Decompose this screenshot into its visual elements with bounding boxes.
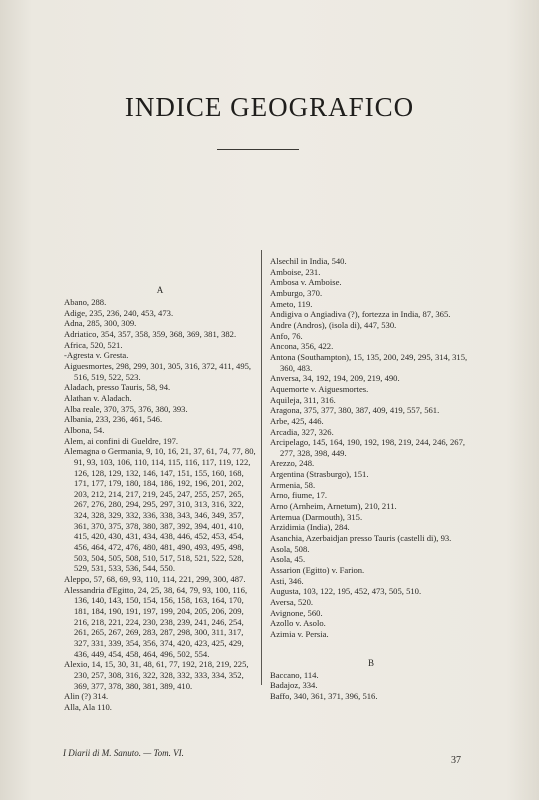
index-entry: Asanchia, Azerbaidjan presso Tauris (castelli di), 93. <box>270 533 452 544</box>
index-entry: Amburgo, 370. <box>270 287 323 298</box>
page-number: 37 <box>451 755 461 766</box>
index-entry: Avignone, 560. <box>270 607 323 618</box>
index-entry: Assarion (Egitto) v. Farion. <box>270 565 365 576</box>
index-entry: Badajoz, 334. <box>270 680 318 691</box>
title-rule <box>217 149 299 150</box>
column-divider <box>261 250 262 685</box>
index-entry: Africa, 520, 521. <box>64 339 123 350</box>
index-entry: Adriatico, 354, 357, 358, 359, 368, 369, 381, 382. <box>64 328 237 339</box>
index-entry: Alla, Ala 110. <box>64 701 112 712</box>
left-column <box>64 283 257 713</box>
index-entry: Alathan v. Aladach. <box>64 392 132 403</box>
index-entry: Abano, 288. <box>64 297 107 307</box>
index-entry: Alem, ai confini di Gueldre, 197. <box>64 435 179 446</box>
left-entry-list <box>64 297 257 713</box>
section-letter-b: B <box>367 657 375 668</box>
index-entry: Baccano, 114. <box>270 669 319 680</box>
index-entry: Albania, 233, 236, 461, 546. <box>64 414 163 425</box>
index-entry: Aversa, 520. <box>270 597 314 607</box>
index-entry: Andigiva o Angiadiva (?), fortezza in India, 87, 365. <box>270 309 451 320</box>
right-entry-list <box>270 256 473 640</box>
index-entry: Arno, fiume, 17. <box>270 490 328 501</box>
index-entry: Arezzo, 248. <box>270 458 315 469</box>
index-entry: Augusta, 103, 122, 195, 452, 473, 505, 510. <box>270 586 422 597</box>
index-entry: Aladach, presso Tauris, 58, 94. <box>64 382 171 393</box>
index-entry: Aquemorte v. Aiguesmortes. <box>270 383 369 394</box>
section-letter-a: A <box>156 285 165 295</box>
footer-note: I Diarii di M. Sanuto. — Tom. VI. <box>63 748 184 758</box>
index-entry: Arcipelago, 145, 164, 190, 192, 198, 219, 244, 246, 267, 277, 328, 398, 449. <box>270 437 466 458</box>
index-entry: Armenia, 58. <box>270 479 316 490</box>
index-entry: Adige, 235, 236, 240, 453, 473. <box>64 307 174 318</box>
index-entry: Artemua (Darmouth), 315. <box>270 511 363 522</box>
index-entry: Alin (?) 314. <box>64 691 109 702</box>
index-entry: Aragona, 375, 377, 380, 387, 409, 419, 557, 561. <box>270 405 440 416</box>
index-entry: Ancona, 356, 422. <box>270 341 334 352</box>
index-entry: Asola, 508. <box>270 543 310 554</box>
index-entry: Aiguesmortes, 298, 299, 301, 305, 316, 372, 411, 495, 516, 519, 522, 523. <box>64 360 252 382</box>
index-entry: Alessandria d'Egitto, 24, 25, 38, 64, 79, 93, 100, 116, 136, 140, 143, 150, 154, 156, 158, 163, 164, 170, 181, 184, 190, 191, 197, 199, 204, 205, 206, 209, 216, 218, 221, 224, 230, 238, 239, 241, 246, 254, 261, 265, 267, 269, 283, 287, 298, 300, 311, 317, 327, 331, 339, 354, 356, 374, 420, 423, 425, 429, 436, 449, 454, 458, 464, 496, 502, 554. <box>64 584 248 659</box>
index-entry: Adna, 285, 300, 309. <box>64 318 137 329</box>
right-column <box>270 256 473 702</box>
index-entry: Azollo v. Asolo. <box>270 618 326 629</box>
index-entry: Arzidimia (India), 284. <box>270 522 350 533</box>
index-entry: Anfo, 76. <box>270 330 303 341</box>
index-entry: Ambosa v. Amboise. <box>270 277 342 288</box>
index-entry: Amboise, 231. <box>270 266 321 277</box>
index-entry: Alsechil in India, 540. <box>270 256 347 266</box>
index-entry: Arcadia, 327, 326. <box>270 426 334 437</box>
index-entry: Azimia v. Persia. <box>270 628 329 639</box>
index-entry: Ameto, 119. <box>270 298 313 309</box>
index-entry: Alemagna o Germania, 9, 10, 16, 21, 37, 61, 74, 77, 80, 91, 93, 103, 106, 110, 114, 115, 116, 117, 119, 122, 126, 128, 129, 132, 146, 147, 151, 155, 160, 168, 171, 177, 179, 180, 184, 186, 192, 196, 201, 202, 203, 212, 214, 217, 219, 245, 247, 255, 257, 265, 267, 276, 280, 294, 295, 297, 310, 313, 316, 322, 324, 328, 329, 332, 336, 338, 343, 346, 349, 357, 361, 370, 375, 378, 380, 387, 392, 394, 401, 410, 415, 420, 430, 431, 434, 438, 446, 452, 453, 454, 456, 464, 472, 476, 480, 481, 490, 493, 495, 498, 503, 504, 505, 508, 510, 517, 518, 521, 522, 528, 529, 531, 533, 536, 544, 550. <box>64 446 256 574</box>
index-entry: Asola, 45. <box>270 554 306 565</box>
index-entry: Baffo, 340, 361, 371, 396, 516. <box>270 690 378 701</box>
index-entry: -Agresta v. Gresta. <box>64 350 129 361</box>
index-entry: Antona (Southampton), 15, 135, 200, 249, 295, 314, 315, 360, 483. <box>270 351 468 373</box>
index-entry: Arbe, 425, 446. <box>270 415 324 426</box>
index-entry: Andre (Andros), (isola di), 447, 530. <box>270 319 397 330</box>
page-title: INDICE GEOGRAFICO <box>124 92 415 122</box>
index-entry: Albona, 54. <box>64 424 105 435</box>
index-entry: Aquileja, 311, 316. <box>270 394 336 405</box>
index-entry: Alba reale, 370, 375, 376, 380, 393. <box>64 403 188 414</box>
index-entry: Arno (Arnheim, Arnetum), 210, 211. <box>270 501 397 512</box>
right-entry-list-b <box>270 670 473 702</box>
index-entry: Asti, 346. <box>270 575 304 586</box>
index-entry: Anversa, 34, 192, 194, 209, 219, 490. <box>270 373 400 384</box>
index-entry: Alexio, 14, 15, 30, 31, 48, 61, 77, 192, 218, 219, 225, 230, 257, 308, 316, 322, 328, 332, 333, 334, 352, 369, 377, 378, 380, 381, 389, 410. <box>64 659 249 691</box>
index-entry: Aleppo, 57, 68, 69, 93, 110, 114, 221, 299, 300, 487. <box>64 574 246 585</box>
index-entry: Argentina (Strasburgo), 151. <box>270 469 369 480</box>
